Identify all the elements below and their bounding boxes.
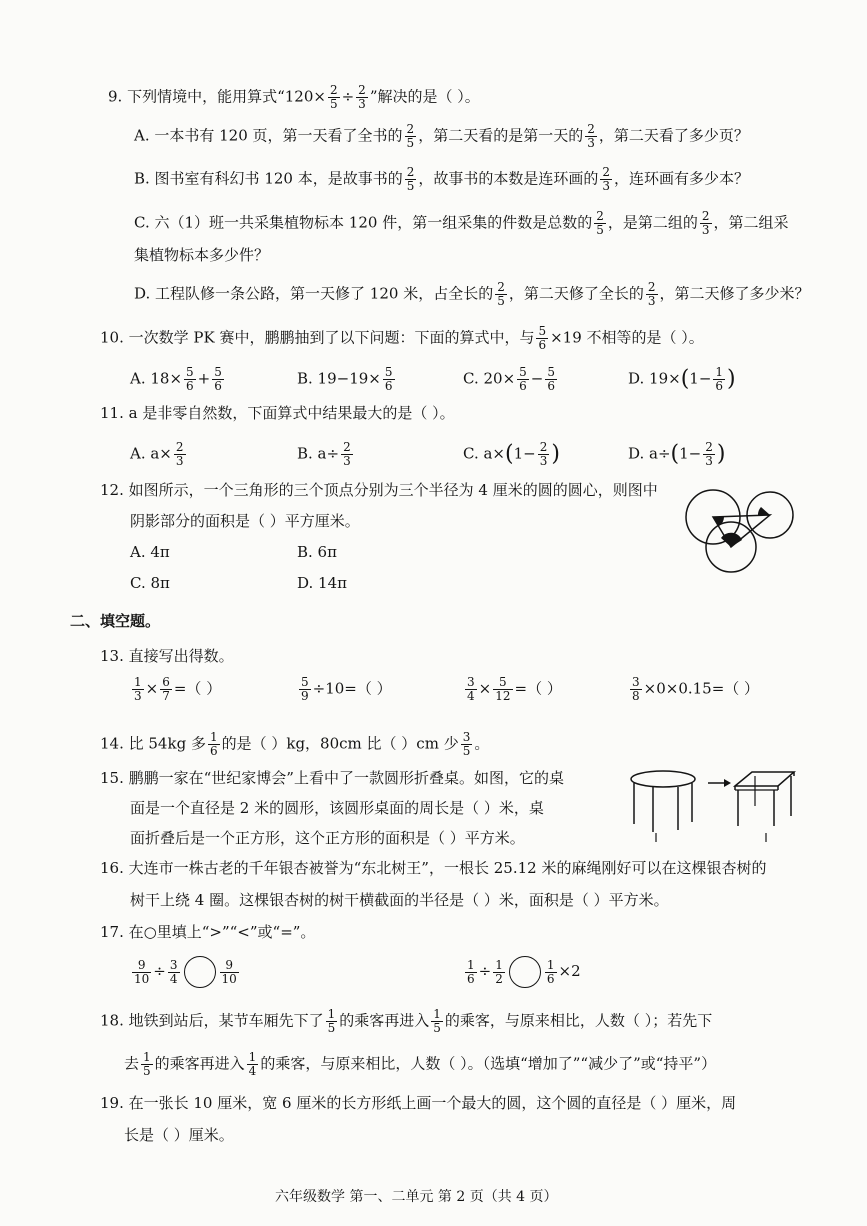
q13-expression-3: $\frac{3}{4}$ × $\frac{5}{12}$ =（ ） [467, 675, 562, 703]
q12-stem-line1: 12. 如图所示，一个三角形的三个顶点分别为三个半径为 4 厘米的圆的圆心，则图中 [100, 481, 658, 499]
q12-option-b: B. 6π [297, 543, 337, 561]
q12-stem-line2: 阴影部分的面积是（ ）平方厘米。 [130, 512, 360, 530]
q13-expression-2: $\frac{5}{9}$ ÷10=（ ） [301, 675, 392, 703]
q14-question: 14. 比 54kg 多 $\frac{1}{6}$ 的是（ ）kg，80cm 比（ ）cm 少 $\frac{3}{5}$ 。 [100, 730, 490, 758]
q10-option-a: A. 18× $\frac{5}{6}$ + $\frac{5}{6}$ [130, 365, 222, 393]
q17-compare-right: $\frac{1}{6}$ ÷ $\frac{1}{2}$ $\frac{1}{6}$ ×2 [463, 956, 581, 988]
q12-option-a: A. 4π [130, 543, 170, 561]
q9-option-b: B. 图书室有科幻书 120 本，是故事书的 $\frac{2}{5}$ ，故事书的本数是连环画的 $\frac{2}{3}$ ，连环画有多少本？ [134, 165, 750, 193]
q18-line1: 18. 地铁到站后，某节车厢先下了 $\frac{1}{5}$ 的乘客再进入 $\frac{1}{5}$ 的乘客，与原来相比，人数（ ）；若先下 [100, 1007, 713, 1035]
q9-option-c-cont: 集植物标本多少件？ [134, 246, 270, 264]
q17-stem: 17. 在○里填上“>”“<”或“=”。 [100, 923, 316, 941]
q11-option-d: D. a÷(1− $\frac{2}{3}$ ) [628, 440, 726, 468]
q13-stem: 13. 直接写出得数。 [100, 647, 234, 665]
q19-line1: 19. 在一张长 10 厘米，宽 6 厘米的长方形纸上画一个最大的圆，这个圆的直径是（ ）厘米，周 [100, 1094, 737, 1112]
q18-line2: 去 $\frac{1}{5}$ 的乘客再进入 $\frac{1}{4}$ 的乘客，与原来相比，人数（ ）。（选填“增加了”“减少了”或“持平”） [124, 1050, 717, 1078]
q15-line2: 面是一个直径是 2 米的圆形，该圆形桌面的周长是（ ）米，桌 [130, 799, 544, 817]
q11-stem: 11. a 是非零自然数，下面算式中结果最大的是（ ）。 [100, 404, 455, 422]
folding-table-figure [628, 766, 798, 848]
q9-option-d: D. 工程队修一条公路，第一天修了 120 米，占全长的 $\frac{2}{5}$ ，第二天修了全长的 $\frac{2}{3}$ ，第二天修了多少米？ [134, 280, 810, 308]
q12-option-d: D. 14π [297, 574, 347, 592]
page-footer: 六年级数学 第一、二单元 第 2 页（共 4 页） [275, 1189, 558, 1205]
q10-option-d: D. 19×(1− $\frac{1}{6}$ ) [628, 365, 736, 393]
q11-option-b: B. a÷ $\frac{2}{3}$ [297, 440, 351, 468]
q11-option-c: C. a×(1− $\frac{2}{3}$ ) [463, 440, 560, 468]
answer-circle[interactable] [509, 956, 541, 988]
q9-stem: 9. 下列情境中，能用算式“120× $\frac{2}{5}$ ÷ $\frac{2}{3}$ ”解决的是（ ）。 [108, 83, 480, 111]
triangle-circles-figure [684, 486, 796, 578]
q15-line1: 15. 鹏鹏一家在“世纪家博会”上看中了一款圆形折叠桌。如图，它的桌 [100, 769, 564, 787]
q9-option-c: C. 六（1）班一共采集植物标本 120 件，第一组采集的件数是总数的 $\frac{2}{5}$ ，是第二组的 $\frac{2}{3}$ ，第二组采 [134, 209, 789, 237]
section-2-title: 二、填空题。 [70, 612, 161, 630]
q16-line1: 16. 大连市一株古老的千年银杏被誉为“东北树王”，一根长 25.12 米的麻绳刚好可以在这棵银杏树的 [100, 859, 767, 877]
answer-circle[interactable] [184, 956, 216, 988]
q10-option-b: B. 19−19× $\frac{5}{6}$ [297, 365, 393, 393]
q15-line3: 面折叠后是一个正方形，这个正方形的面积是（ ）平方米。 [130, 829, 525, 847]
q9-option-a: A. 一本书有 120 页，第一天看了全书的 $\frac{2}{5}$ ，第二天看的是第一天的 $\frac{2}{3}$ ，第二天看了多少页？ [134, 122, 749, 150]
q16-line2: 树干上绕 4 圈。这棵银杏树的树干横截面的半径是（ ）米，面积是（ ）平方米。 [130, 891, 669, 909]
q12-option-c: C. 8π [130, 574, 170, 592]
q11-option-a: A. a× $\frac{2}{3}$ [130, 440, 184, 468]
q10-option-c: C. 20× $\frac{5}{6}$ − $\frac{5}{6}$ [463, 365, 555, 393]
q17-compare-left: $\frac{9}{10}$ ÷ $\frac{3}{4}$ $\frac{9}{10}$ [130, 956, 241, 988]
q19-line2: 长是（ ）厘米。 [124, 1126, 234, 1144]
q10-stem: 10. 一次数学 PK 赛中，鹏鹏抽到了以下问题：下面的算式中，与 $\frac{5}{6}$ ×19 不相等的是（ ）。 [100, 324, 704, 352]
q13-expression-4: $\frac{3}{8}$ ×0×0.15=（ ） [632, 675, 760, 703]
q13-expression-1: $\frac{1}{3}$ × $\frac{6}{7}$ =（ ） [134, 675, 222, 703]
